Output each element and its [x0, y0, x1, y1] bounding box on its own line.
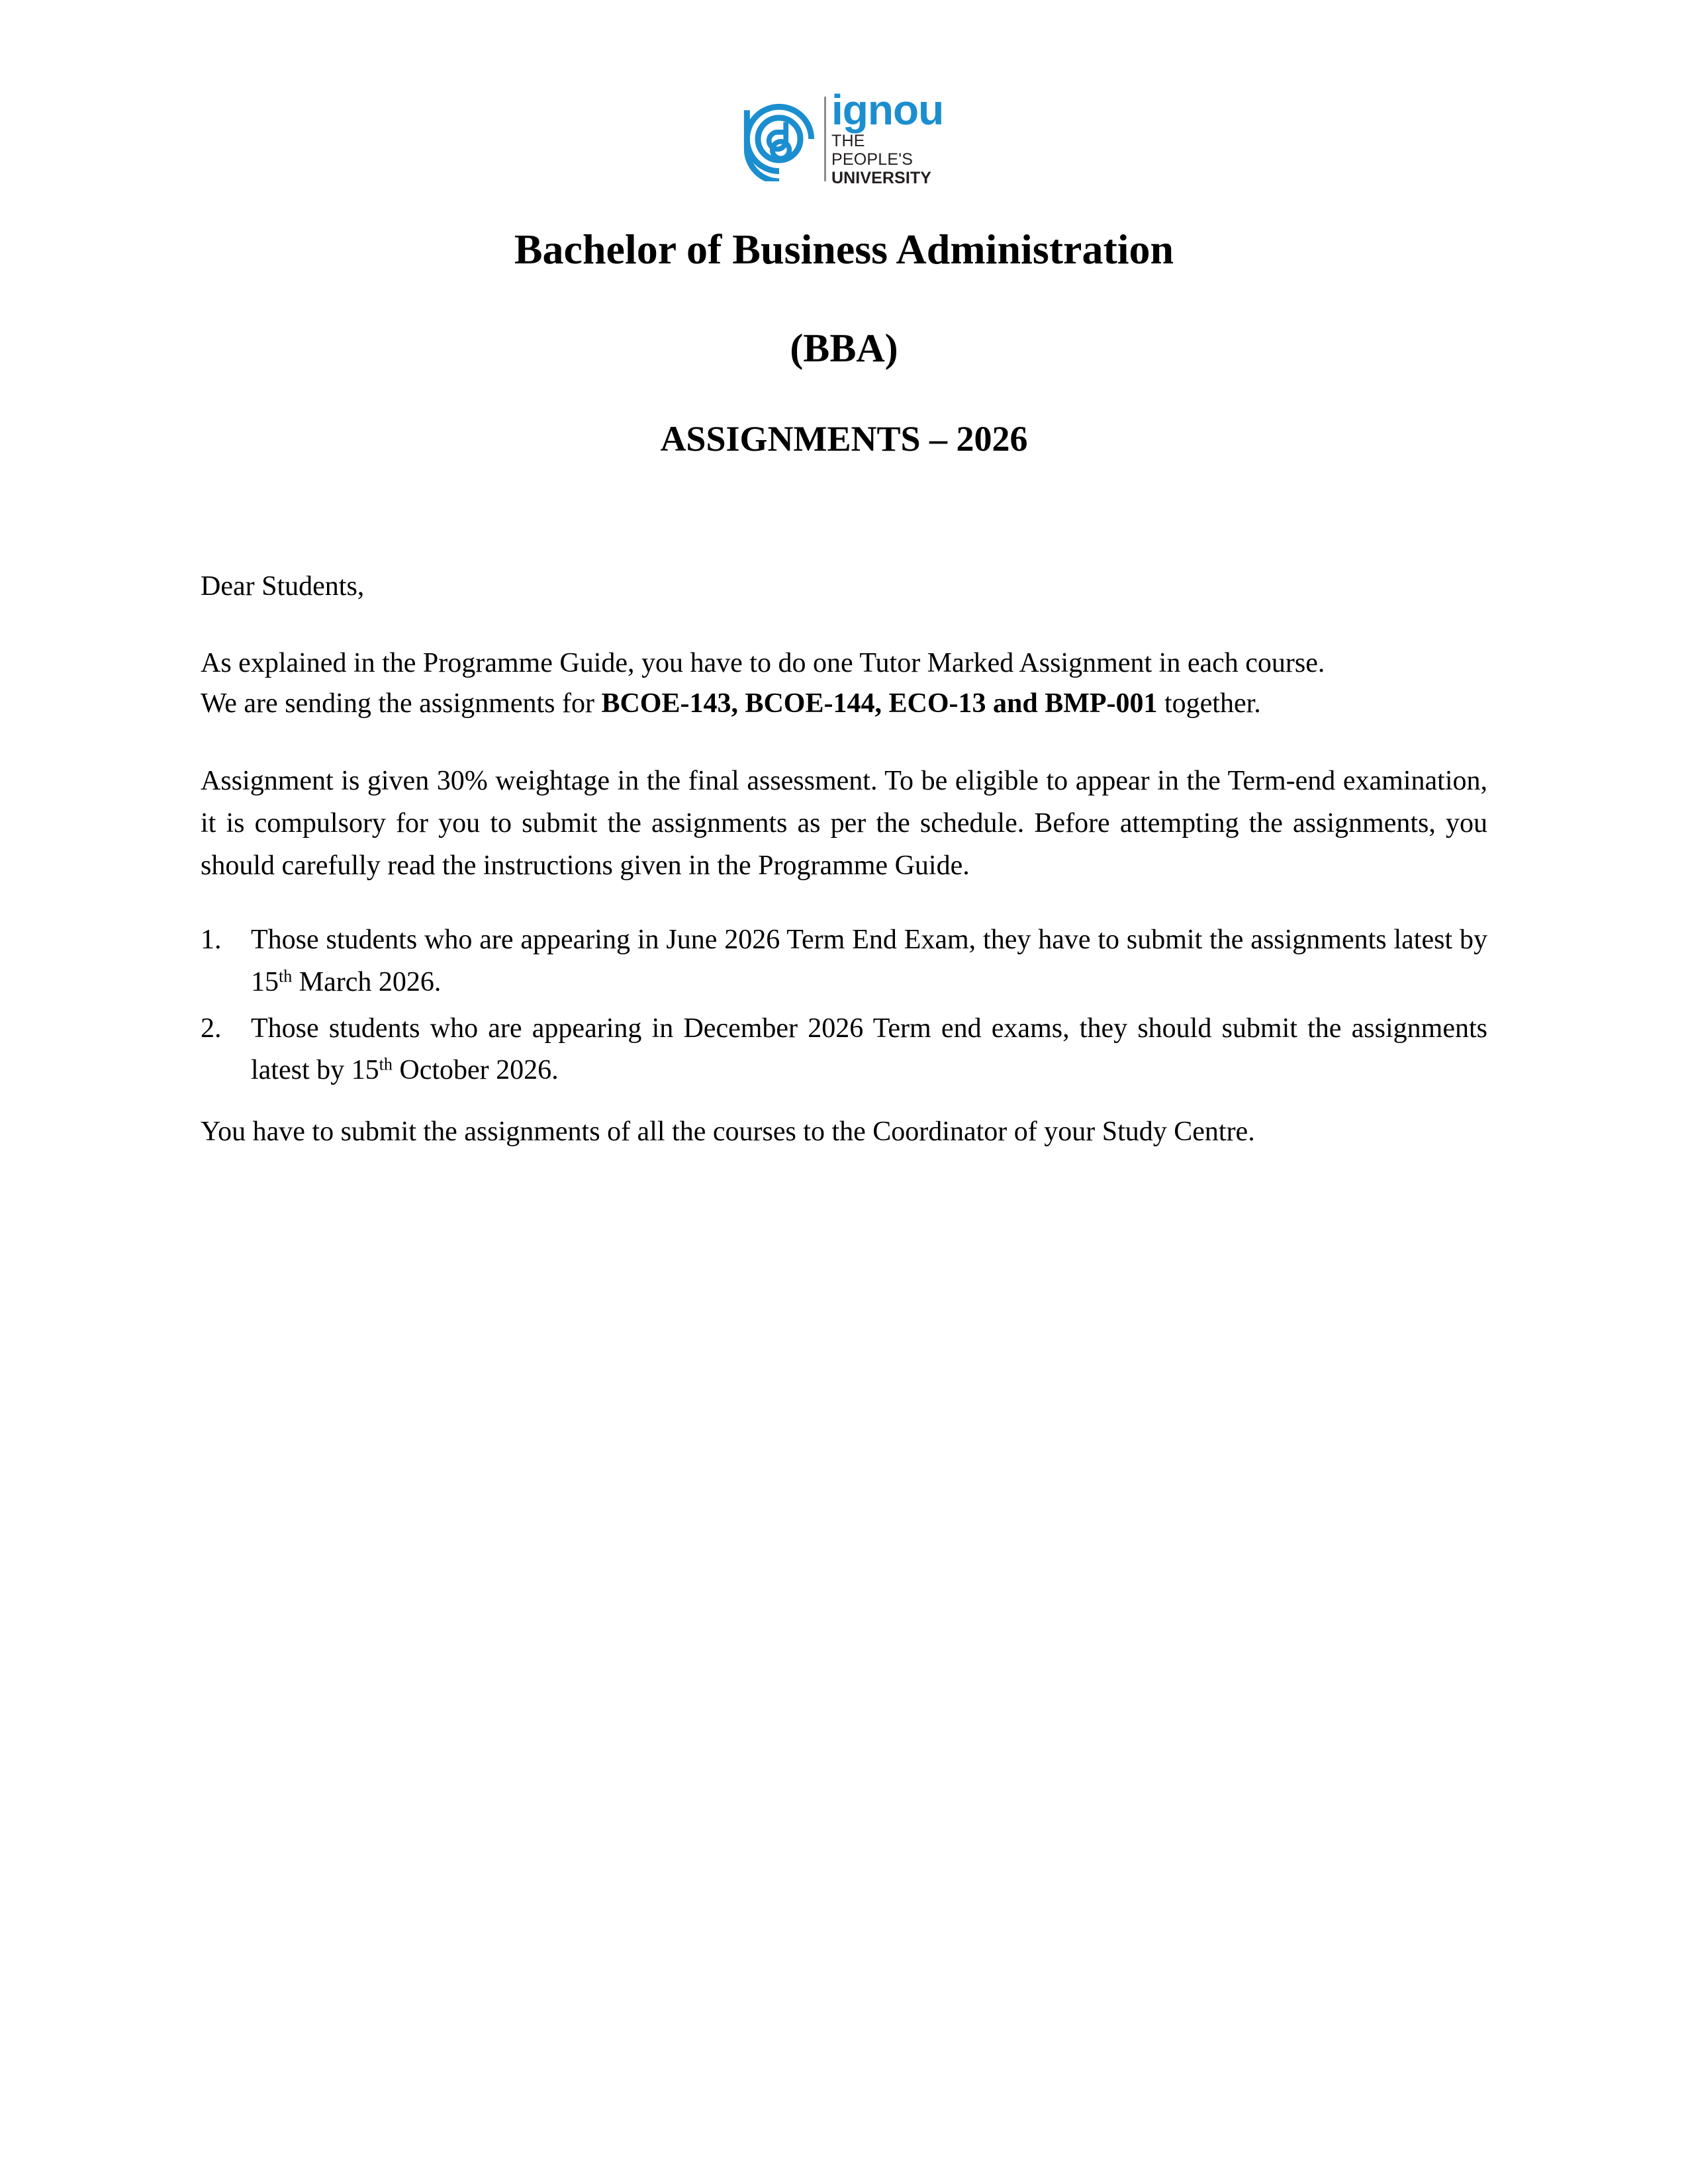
submission-rules-list — [201, 919, 1487, 1092]
logo-wordmark-group — [831, 85, 949, 188]
logo-divider — [824, 97, 826, 181]
list-item — [201, 1008, 1487, 1093]
document-body — [201, 567, 1487, 1152]
closing-paragraph: You have to submit the assignments of all the courses to the Coordinator of your Study Centre. — [201, 1116, 1255, 1148]
list-item — [201, 919, 1487, 1004]
logo-wordmark-text: ignou — [831, 85, 944, 134]
course-codes: BCOE-143, BCOE-144, ECO-13 and BMP-001 — [601, 688, 1158, 719]
intro-paragraph: As explained in the Programme Guide, you have to do one Tutor Marked Assignment in each course. — [201, 648, 1325, 679]
logo-tagline-line2: UNIVERSITY — [831, 169, 932, 188]
programme-title: Bachelor of Business Administration — [514, 226, 1174, 273]
rule-text-before: Those students who are appearing in June 2026 Term End Exam, they have to submit the assignments latest by 15 — [251, 924, 1487, 997]
ignou-logo — [737, 85, 949, 188]
logo-tagline-line1: THE PEOPLE'S — [831, 132, 914, 169]
dispatch-suffix: together. — [1157, 688, 1261, 719]
weightage-paragraph: Assignment is given 30% weightage in the final assessment. To be eligible to appear in the Term-end examination, it is compulsory for you to submit the assignments as per the schedule. Before attempting the assignments, you should carefully read the instructions given in the Programme Guide. — [201, 766, 1487, 882]
course-dispatch-paragraph — [201, 684, 1487, 723]
rule-text-after: March 2026. — [292, 966, 442, 997]
programme-abbreviation: (BBA) — [790, 326, 898, 370]
salutation: Dear Students, — [201, 571, 365, 602]
rule-ordinal-suffix: th — [279, 966, 293, 986]
rule-ordinal-suffix: th — [379, 1054, 393, 1074]
assignments-heading: ASSIGNMENTS – 2026 — [660, 419, 1028, 459]
rule-text-after: October 2026. — [392, 1055, 559, 1086]
dispatch-prefix: We are sending the assignments for — [201, 688, 602, 719]
rule-text-before: Those students who are appearing in December 2026 Term end exams, they should submit the assignments latest by 15 — [251, 1013, 1487, 1086]
ignou-emblem-icon — [737, 97, 821, 181]
